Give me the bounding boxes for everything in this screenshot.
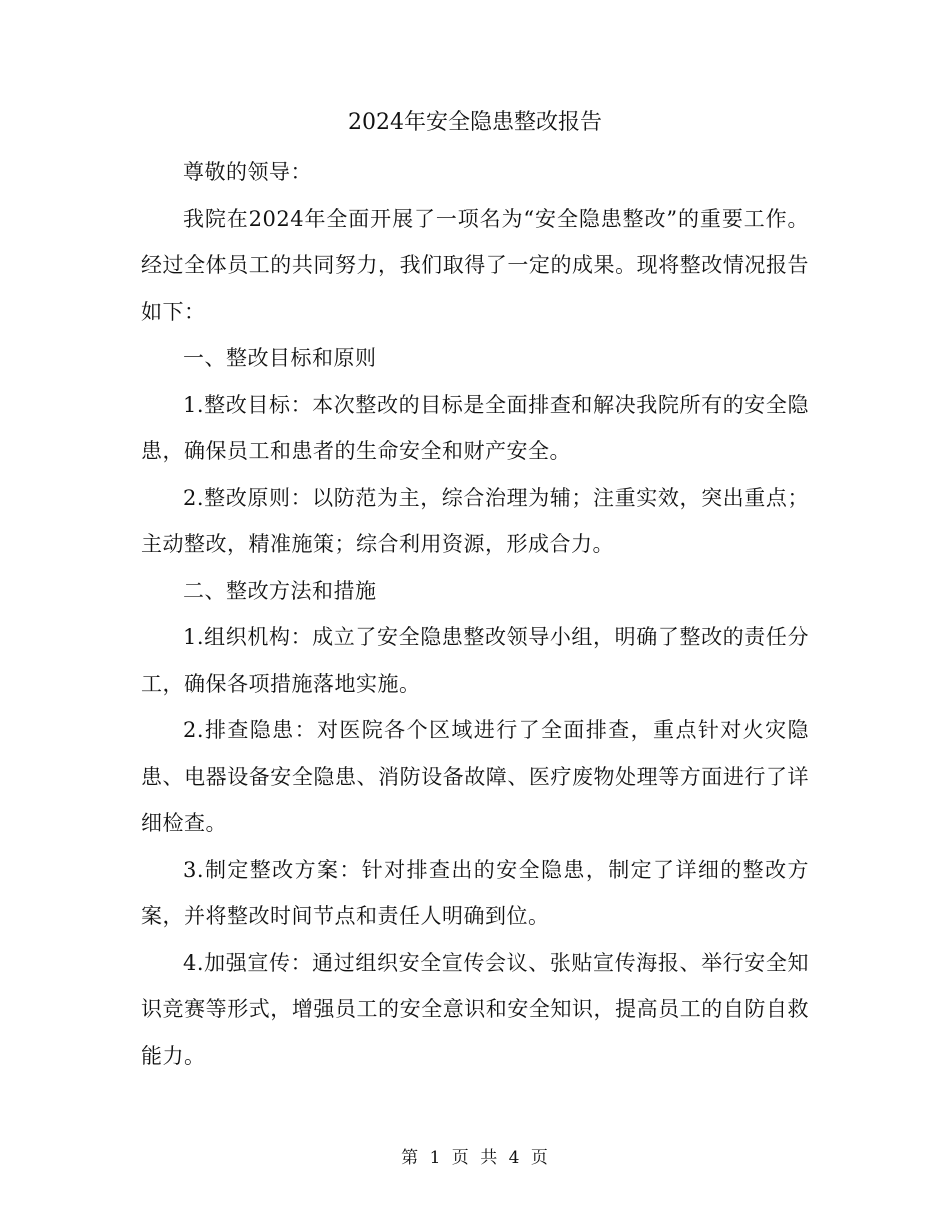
page-number: 第 1 页 共 4 页	[401, 1148, 549, 1168]
document-body	[141, 149, 809, 1079]
paragraph-organization: 1.组织机构：成立了安全隐患整改领导小组，明确了整改的责任分工，确保各项措施落地实施。	[141, 625, 809, 696]
paragraph-goal: 1.整改目标：本次整改的目标是全面排查和解决我院所有的安全隐患，确保员工和患者的生命安全和财产安全。	[141, 392, 809, 463]
paragraph-plan: 3.制定整改方案：针对排查出的安全隐患，制定了详细的整改方案，并将整改时间节点和责任人明确到位。	[141, 857, 809, 928]
section-heading-goals: 一、整改目标和原则	[183, 346, 377, 370]
paragraph-publicity: 4.加强宣传：通过组织安全宣传会议、张贴宣传海报、举行安全知识竞赛等形式，增强员工的安全意识和安全知识，提高员工的自防自救能力。	[141, 950, 809, 1068]
salutation: 尊敬的领导：	[183, 160, 312, 184]
paragraph-inspection: 2.排查隐患：对医院各个区域进行了全面排查，重点针对火灾隐患、电器设备安全隐患、消防设备故障、医疗废物处理等方面进行了详细检查。	[141, 718, 809, 835]
paragraph-intro: 我院在2024年全面开展了一项名为“安全隐患整改”的重要工作。经过全体员工的共同努力，我们取得了一定的成果。现将整改情况报告如下：	[141, 206, 809, 324]
section-heading-methods: 二、整改方法和措施	[183, 578, 377, 603]
document-title: 2024年安全隐患整改报告	[348, 110, 602, 135]
paragraph-principles: 2.整改原则：以防范为主，综合治理为辅；注重实效，突出重点；主动整改，精准施策；综合利用资源，形成合力。	[141, 485, 809, 556]
